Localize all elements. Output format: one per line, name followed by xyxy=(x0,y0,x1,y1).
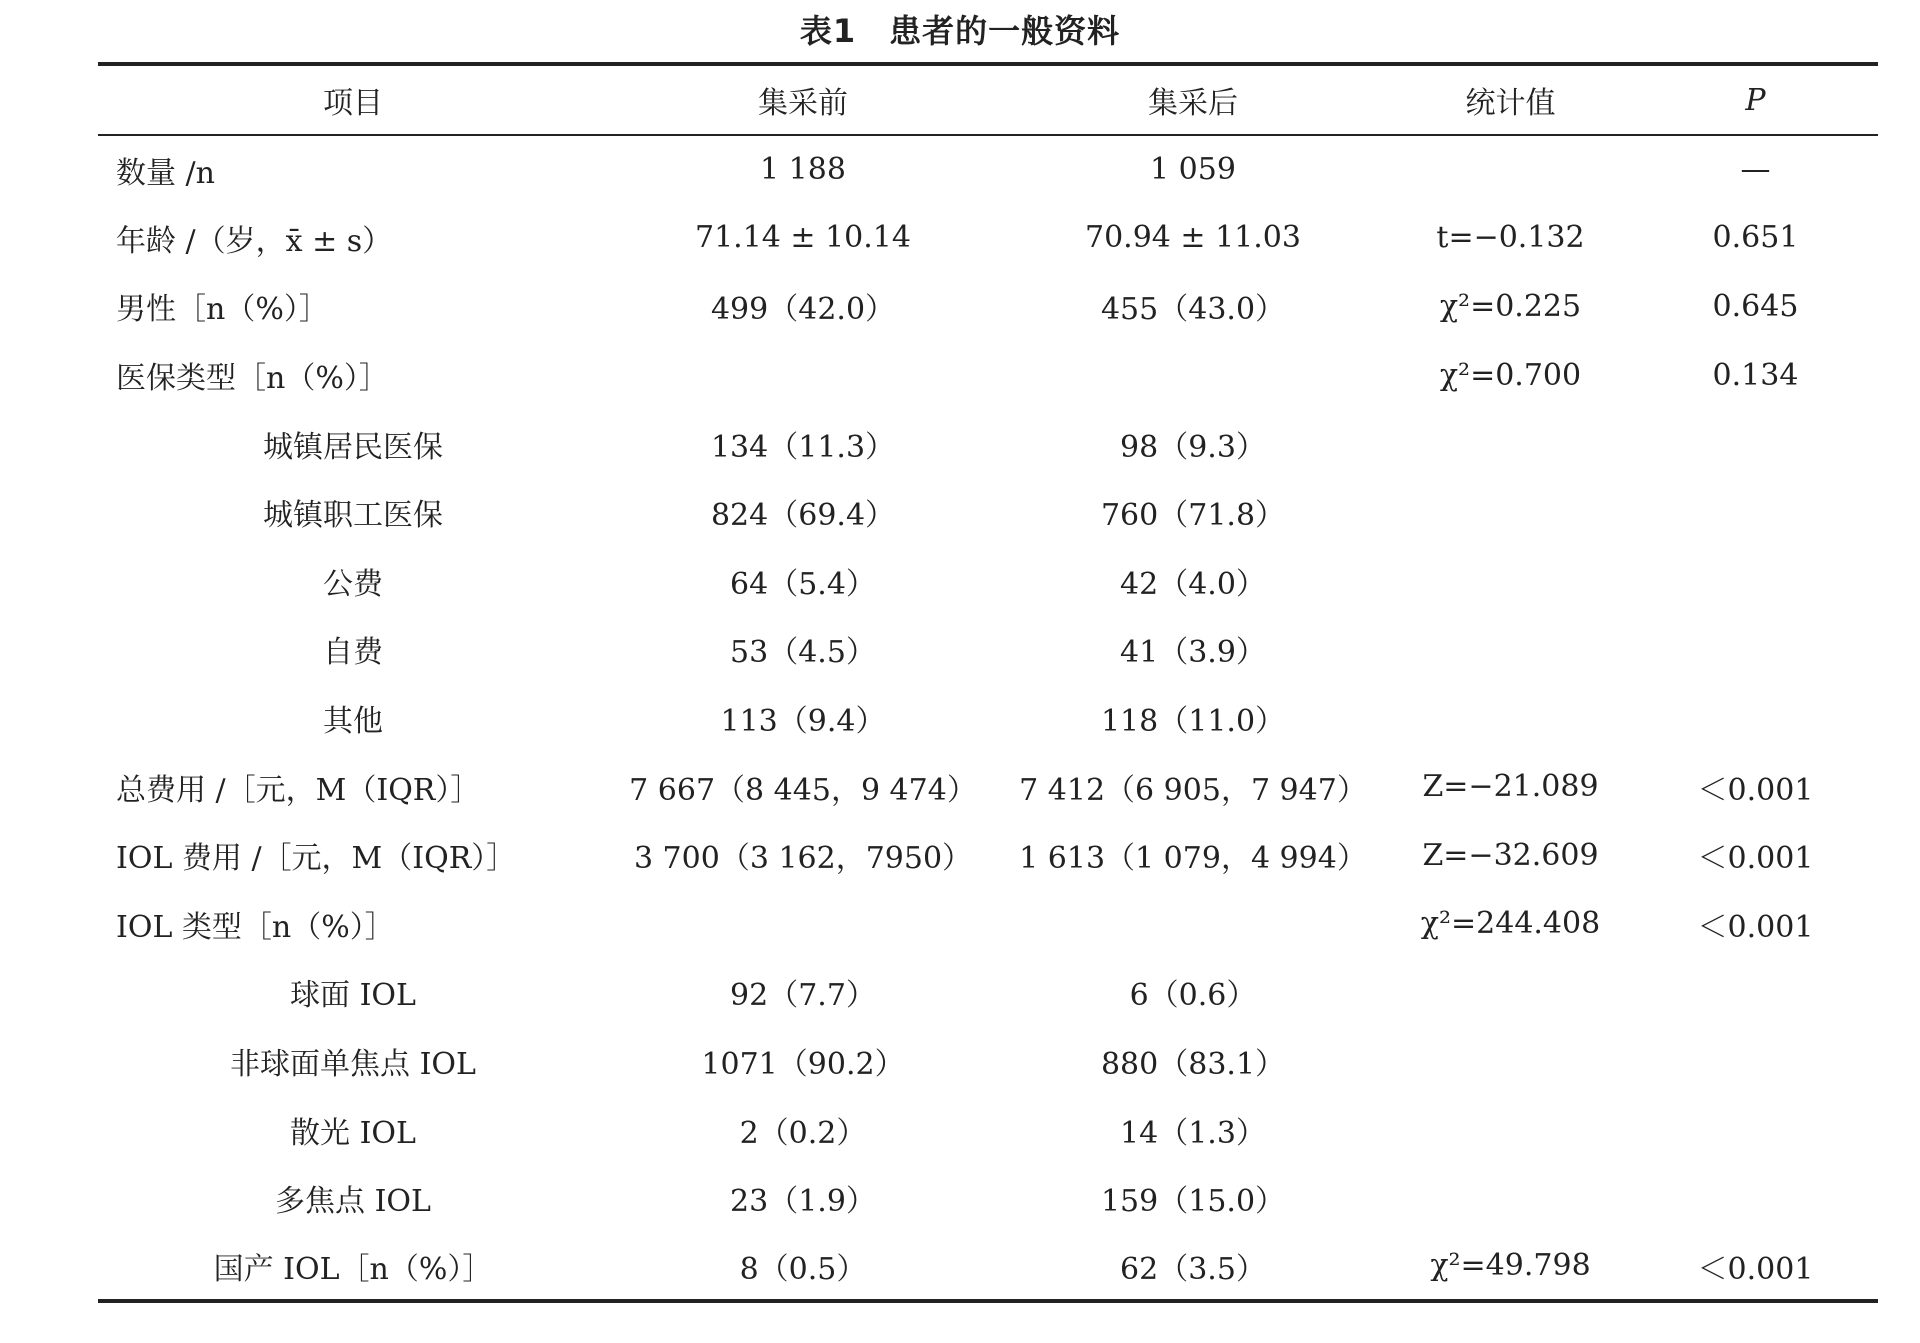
cell-statistic xyxy=(1388,478,1633,547)
cell-p-value xyxy=(1633,615,1878,684)
cell-after: 98（9.3） xyxy=(1120,429,1266,465)
cell-before: 113（9.4） xyxy=(720,704,886,740)
cell-after: 159（15.0） xyxy=(1100,1184,1286,1220)
cell-p-value xyxy=(1633,684,1878,753)
table-row xyxy=(98,478,1878,547)
table-title: 表1 患者的一般资料 xyxy=(799,12,1121,50)
cell-after xyxy=(998,890,1388,959)
table-row xyxy=(98,890,1878,959)
header-before: 集采前 xyxy=(758,86,848,121)
table-row xyxy=(98,615,1878,684)
cell-statistic xyxy=(1388,409,1633,478)
table-row xyxy=(98,135,1878,204)
table-row xyxy=(98,821,1878,890)
cell-before: 824（69.4） xyxy=(710,498,896,534)
table-row xyxy=(98,409,1878,478)
cell-after: 760（71.8） xyxy=(1100,498,1286,534)
table-row xyxy=(98,752,1878,821)
table-row xyxy=(98,1233,1878,1302)
cell-statistic xyxy=(1388,684,1633,753)
cell-statistic: Z=−21.089 xyxy=(1422,769,1599,805)
table-row xyxy=(98,1027,1878,1096)
row-item: 多焦点 IOL xyxy=(275,1184,431,1220)
cell-statistic: t=−0.132 xyxy=(1436,220,1585,256)
row-item: 总费用 /［元，M（IQR）］ xyxy=(116,772,481,808)
header-after: 集采后 xyxy=(1148,86,1238,121)
cell-after: 1 059 xyxy=(1150,152,1236,188)
cell-after: 880（83.1） xyxy=(1100,1047,1286,1083)
cell-statistic: χ²=244.408 xyxy=(1420,906,1601,942)
cell-p-value: ＜0.001 xyxy=(1697,909,1814,945)
cell-after: 70.94 ± 11.03 xyxy=(1085,220,1301,256)
cell-p-value: ＜0.001 xyxy=(1697,841,1814,877)
row-item: 国产 IOL［n（%）］ xyxy=(213,1251,493,1287)
cell-after: 455（43.0） xyxy=(1100,292,1286,328)
row-item: 其他 xyxy=(323,704,383,740)
cell-p-value: 0.651 xyxy=(1712,220,1799,256)
table-row xyxy=(98,1095,1878,1164)
cell-p-value xyxy=(1633,1027,1878,1096)
patient-characteristics-table xyxy=(98,62,1878,1303)
row-item: 男性［n（%）］ xyxy=(116,292,329,328)
table-row xyxy=(98,204,1878,273)
cell-p-value xyxy=(1633,409,1878,478)
cell-after: 1 613（1 079，4 994） xyxy=(1019,841,1367,877)
table-body xyxy=(98,135,1878,1301)
cell-after: 42（4.0） xyxy=(1120,566,1266,602)
cell-p-value: 0.645 xyxy=(1712,288,1799,324)
row-item: 非球面单焦点 IOL xyxy=(230,1047,476,1083)
row-item: 城镇职工医保 xyxy=(263,498,443,534)
cell-statistic xyxy=(1388,1027,1633,1096)
cell-statistic: Z=−32.609 xyxy=(1422,837,1599,873)
cell-before xyxy=(608,341,998,410)
cell-p-value xyxy=(1633,1164,1878,1233)
cell-after: 14（1.3） xyxy=(1120,1115,1266,1151)
cell-p-value xyxy=(1633,547,1878,616)
row-item: 公费 xyxy=(323,566,383,602)
cell-p-value xyxy=(1633,958,1878,1027)
cell-statistic: χ²=49.798 xyxy=(1430,1248,1591,1284)
row-item: 医保类型［n（%）］ xyxy=(116,361,389,397)
row-item: IOL 费用 /［元，M（IQR）］ xyxy=(116,841,517,877)
table-row xyxy=(98,1164,1878,1233)
cell-statistic xyxy=(1388,1095,1633,1164)
cell-p-value: ＜0.001 xyxy=(1697,772,1814,808)
cell-statistic: χ²=0.700 xyxy=(1439,357,1582,393)
cell-before xyxy=(608,890,998,959)
row-item: 球面 IOL xyxy=(290,978,416,1014)
table-row xyxy=(98,547,1878,616)
cell-statistic: χ²=0.225 xyxy=(1439,288,1582,324)
cell-after: 7 412（6 905，7 947） xyxy=(1019,772,1367,808)
header-row xyxy=(98,64,1878,135)
cell-statistic xyxy=(1388,1164,1633,1233)
table-row xyxy=(98,684,1878,753)
cell-p-value xyxy=(1633,478,1878,547)
row-item: 散光 IOL xyxy=(290,1115,416,1151)
cell-p-value: — xyxy=(1740,152,1771,188)
row-item: 年龄 /（岁，x̄ ± s） xyxy=(116,223,393,259)
table-row xyxy=(98,958,1878,1027)
cell-statistic xyxy=(1388,615,1633,684)
cell-before: 3 700（3 162，7950） xyxy=(633,841,973,877)
cell-before: 64（5.4） xyxy=(730,566,876,602)
row-item: 城镇居民医保 xyxy=(263,429,443,465)
cell-before: 1071（90.2） xyxy=(701,1047,905,1083)
cell-before: 1 188 xyxy=(760,152,846,188)
cell-before: 134（11.3） xyxy=(710,429,896,465)
header-p-value: P xyxy=(1745,82,1766,118)
cell-statistic xyxy=(1388,547,1633,616)
cell-p-value: ＜0.001 xyxy=(1697,1251,1814,1287)
header-item: 项目 xyxy=(323,86,383,121)
cell-p-value: 0.134 xyxy=(1712,357,1799,393)
cell-after: 62（3.5） xyxy=(1120,1251,1266,1287)
cell-after: 41（3.9） xyxy=(1120,635,1266,671)
cell-statistic xyxy=(1388,958,1633,1027)
cell-before: 499（42.0） xyxy=(710,292,896,328)
row-item: 数量 /n xyxy=(116,155,215,191)
cell-after xyxy=(998,341,1388,410)
data-table xyxy=(98,62,1878,1303)
row-item: 自费 xyxy=(323,635,383,671)
cell-before: 2（0.2） xyxy=(739,1115,867,1151)
cell-before: 8（0.5） xyxy=(739,1251,867,1287)
cell-statistic xyxy=(1388,135,1633,204)
cell-after: 118（11.0） xyxy=(1100,704,1286,740)
table-row xyxy=(98,272,1878,341)
cell-before: 92（7.7） xyxy=(730,978,876,1014)
row-item: IOL 类型［n（%）］ xyxy=(116,909,395,945)
cell-after: 6（0.6） xyxy=(1129,978,1257,1014)
header-statistic: 统计值 xyxy=(1465,86,1556,121)
cell-before: 71.14 ± 10.14 xyxy=(695,220,911,256)
cell-before: 7 667（8 445，9 474） xyxy=(629,772,977,808)
table-row xyxy=(98,341,1878,410)
cell-before: 53（4.5） xyxy=(730,635,876,671)
cell-before: 23（1.9） xyxy=(730,1184,876,1220)
cell-p-value xyxy=(1633,1095,1878,1164)
